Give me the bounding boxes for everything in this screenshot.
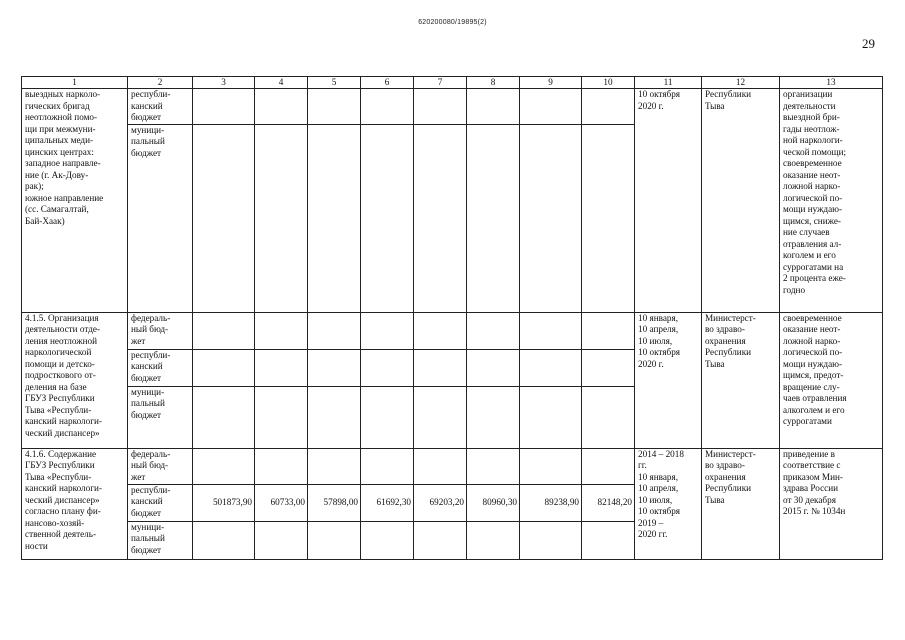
funding-source-cell: муници- пальный бюджет — [128, 521, 193, 559]
deadline-cell: 2014 – 2018 гг. 10 января, 10 апреля, 10 июля, 10 октября 2019 – 2020 гг. — [635, 448, 702, 559]
funding-source-cell: федераль- ный бюд- жет — [128, 448, 193, 484]
column-number-row — [22, 77, 883, 89]
funding-source-cell: республи- канский бюджет — [128, 349, 193, 386]
activity-cell: 4.1.5. Организация деятельности отде- ления неотложной наркологической помощи и детско- подросткового от- деления на базе ГБУЗ Республики Тыва «Республи- канский наркологи- ческий диспансер» — [22, 312, 128, 448]
value-cell — [414, 521, 467, 559]
column-header: 6 — [361, 77, 414, 89]
value-cell: 80960,30 — [467, 484, 520, 521]
executor-cell: Республики Тыва — [702, 89, 780, 313]
value-cell — [414, 386, 467, 448]
value-cell — [582, 124, 635, 312]
table-row — [22, 312, 883, 349]
value-cell — [467, 124, 520, 312]
value-cell — [308, 349, 361, 386]
value-cell — [308, 448, 361, 484]
deadline-cell: 10 октября 2020 г. — [635, 89, 702, 313]
column-header: 10 — [582, 77, 635, 89]
program-activities-table — [21, 76, 883, 560]
value-cell — [414, 89, 467, 125]
value-cell — [467, 349, 520, 386]
value-cell — [414, 448, 467, 484]
column-header: 3 — [193, 77, 255, 89]
table-row — [22, 448, 883, 484]
activity-cell: 4.1.6. Содержание ГБУЗ Республики Тыва «Республи- канский наркологи- ческий диспансер» согласно плану фи- нансово-хозяй- ственной деятель- ности — [22, 448, 128, 559]
value-cell — [361, 349, 414, 386]
value-cell — [467, 386, 520, 448]
document-id: 620200080/19895(2) — [418, 19, 487, 26]
value-cell: 82148,20 — [582, 484, 635, 521]
column-header: 8 — [467, 77, 520, 89]
value-cell — [193, 448, 255, 484]
column-header: 11 — [635, 77, 702, 89]
value-cell — [582, 312, 635, 349]
value-cell — [255, 89, 308, 125]
value-cell — [414, 312, 467, 349]
result-cell: своевременное оказание неот- ложной нарко- логической по- мощи нуждаю- щимся, предот- вращение слу- чаев отравления алкоголем и его суррогатами — [780, 312, 883, 448]
value-cell — [193, 349, 255, 386]
value-cell — [414, 124, 467, 312]
value-cell — [582, 521, 635, 559]
value-cell — [361, 312, 414, 349]
value-cell: 501873,90 — [193, 484, 255, 521]
column-header: 7 — [414, 77, 467, 89]
column-header: 2 — [128, 77, 193, 89]
column-header: 12 — [702, 77, 780, 89]
value-cell — [520, 521, 582, 559]
table-row — [22, 89, 883, 125]
value-cell — [520, 386, 582, 448]
value-cell — [361, 124, 414, 312]
result-cell: организации деятельности выездной бри- гады неотлож- ной наркологи- ческой помощи; своевременное оказание неот- ложной нарко- логической по- мощи нуждаю- щимся, сниже- ние случаев отравления ал- коголем и его суррогатами на 2 процента еже- годно — [780, 89, 883, 313]
column-header: 5 — [308, 77, 361, 89]
value-cell — [255, 349, 308, 386]
value-cell — [255, 448, 308, 484]
page-number: 29 — [862, 36, 875, 51]
value-cell — [467, 448, 520, 484]
value-cell — [582, 349, 635, 386]
value-cell — [308, 124, 361, 312]
value-cell — [255, 386, 308, 448]
value-cell — [467, 312, 520, 349]
funding-source-cell: муници- пальный бюджет — [128, 386, 193, 448]
value-cell — [255, 312, 308, 349]
value-cell — [520, 448, 582, 484]
value-cell — [193, 312, 255, 349]
column-header: 13 — [780, 77, 883, 89]
executor-cell: Министерст- во здраво- охранения Республики Тыва — [702, 448, 780, 559]
value-cell — [520, 349, 582, 386]
value-cell — [414, 349, 467, 386]
value-cell — [193, 521, 255, 559]
value-cell: 69203,20 — [414, 484, 467, 521]
value-cell — [361, 89, 414, 125]
value-cell: 60733,00 — [255, 484, 308, 521]
value-cell: 61692,30 — [361, 484, 414, 521]
value-cell — [308, 521, 361, 559]
value-cell: 89238,90 — [520, 484, 582, 521]
value-cell: 57898,00 — [308, 484, 361, 521]
funding-source-cell: республи- канский бюджет — [128, 89, 193, 125]
column-header: 4 — [255, 77, 308, 89]
value-cell — [467, 89, 520, 125]
value-cell — [467, 521, 520, 559]
activity-cell: выездных нарколо- гических бригад неотложной помо- щи при межмуни- ципальных меди- цинских центрах: западное направле- ние (г. Ак-Дову- рак); южное направление (сс. Самагалтай, Бай-Хаак) — [22, 89, 128, 313]
value-cell — [361, 448, 414, 484]
value-cell — [255, 124, 308, 312]
value-cell — [520, 312, 582, 349]
column-header: 1 — [22, 77, 128, 89]
value-cell — [582, 386, 635, 448]
executor-cell: Министерст- во здраво- охранения Республики Тыва — [702, 312, 780, 448]
value-cell — [308, 386, 361, 448]
value-cell — [255, 521, 308, 559]
value-cell — [520, 89, 582, 125]
funding-source-cell: федераль- ный бюд- жет — [128, 312, 193, 349]
value-cell — [361, 386, 414, 448]
value-cell — [193, 386, 255, 448]
funding-source-cell: муници- пальный бюджет — [128, 124, 193, 312]
value-cell — [193, 89, 255, 125]
column-header: 9 — [520, 77, 582, 89]
value-cell — [582, 448, 635, 484]
value-cell — [308, 89, 361, 125]
value-cell — [520, 124, 582, 312]
value-cell — [361, 521, 414, 559]
value-cell — [582, 89, 635, 125]
funding-source-cell: республи- канский бюджет — [128, 484, 193, 521]
deadline-cell: 10 января, 10 апреля, 10 июля, 10 октября 2020 г. — [635, 312, 702, 448]
result-cell: приведение в соответствие с приказом Мин- здрава России от 30 декабря 2015 г. № 1034н — [780, 448, 883, 559]
value-cell — [193, 124, 255, 312]
value-cell — [308, 312, 361, 349]
